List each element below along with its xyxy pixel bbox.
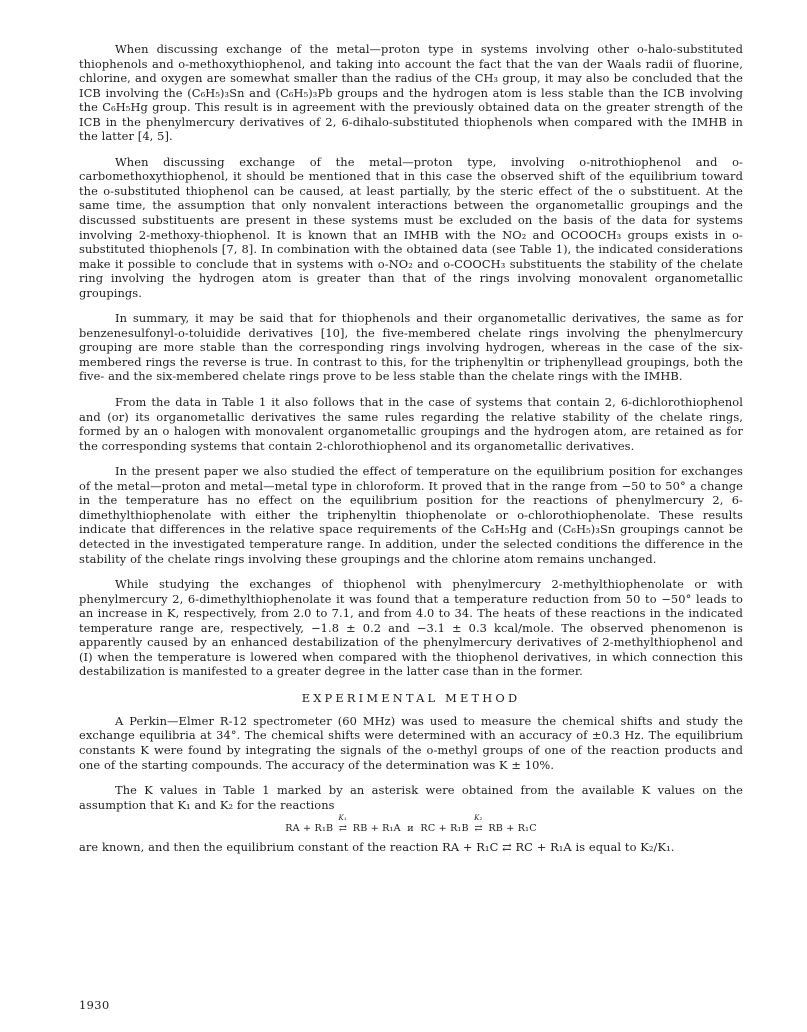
page-number: 1930 — [79, 998, 110, 1012]
paragraph-equilibrium-constant: are known, and then the equilibrium constant of the reaction RA + R₁C ⇄ RC + R₁A is equal to K₂/K₁. — [79, 840, 675, 855]
equation-reaction-2-left: RC + R₁B — [420, 823, 469, 835]
paragraph-nitro-carbomethoxy: When discussing exchange of the metal—proton type, involving o-nitrothiophenol and o-carbomethoxythiophenol, it should be mentioned that in this case the observed shift of the equilibrium toward the o-substituted thiophenol can be caused, at least partially, by the steric effect of the o substituent. At the same time, the assumption that only nonvalent interactions between the organometallic groupings and the discussed substituents are present in these systems must be excluded on the basis of the data for systems involving 2-methoxy-thiophenol. It is known that an IMHB with the NO₂ and OCOOCH₃ groups exists in o-substituted thiophenols [7, 8]. In combination with the obtained data (see Table 1), the indicated considerations make it possible to conclude that in systems with o-NO₂ and o-COOCH₃ substituents the stability of the chelate ring involving the hydrogen atom is greater than that of the rings involving monovalent organometallic groupings. — [79, 154, 743, 300]
paragraph-thiophenol-exchange: While studying the exchanges of thiophenol with phenylmercury 2-methylthiophenolate or with phenylmercury 2, 6-dimethylthiophenolate it was found that a temperature reduction from 50 to −50° leads to an increase in K, respectively, from 2.0 to 7.1, and from 4.0 to 34. The heats of these reactions in the indicated temperature range are, respectively, −1.8 ± 0.2 and −3.1 ± 0.3 kcal/mole. The observed phenomenon is apparently caused by an enhanced destabilization of the phenylmercury derivatives of 2-methylthiophenol and (I) when the temperature is lowered when compared with the thiophenol derivatives, in which connection this destabilization is manifested to a greater degree in the latter case than in the former. — [79, 577, 743, 679]
section-heading: EXPERIMENTAL METHOD — [301, 690, 521, 705]
equation-reaction-1-left: RA + R₁B — [285, 823, 334, 835]
equation-k2-label: K₂ — [474, 814, 483, 823]
equation-arrow-1-glyph: ⇄ — [338, 823, 348, 835]
equilibrium-arrow-2 — [472, 814, 485, 835]
paragraph-dichlorothiophenol: From the data in Table 1 it also follows that in the case of systems that contain 2, 6-dichlorothiophenol and (or) its organometallic derivatives the same rules regarding the relative stability of the chelate rings, formed by an o halogen with monovalent organometallic groupings and the hydrogen atom, are retained as for the corresponding systems that contain 2-chlorothiophenol and its organometallic derivatives. — [79, 395, 743, 453]
paragraph-asterisk-k-values: The K values in Table 1 marked by an asterisk were obtained from the available K values on the assumption that K₁ and K₂ for the reactions — [79, 783, 743, 812]
equation-arrow-2-glyph: ⇄ — [474, 823, 483, 835]
text-column — [79, 42, 743, 866]
equation-reaction-2-right: RB + R₁C — [488, 823, 537, 835]
paragraph-spectrometer: A Perkin—Elmer R-12 spectrometer (60 MHz) was used to measure the chemical shifts and study the exchange equilibria at 34°. The chemical shifts were determined with an accuracy of ±0.3 Hz. The equilibrium constants K were found by integrating the signals of the o-methyl groups of one of the reaction products and one of the starting compounds. The accuracy of the determination was K ± 10%. — [79, 713, 743, 772]
equilibrium-arrow-1 — [337, 814, 350, 835]
equation-k1-label: K₁ — [338, 814, 347, 823]
paragraph-summary: In summary, it may be said that for thiophenols and their organometallic derivatives, the same as for benzenesulfonyl-o-toluidide derivatives [10], the five-membered chelate rings involving the phenylmercury grouping are more stable than the corresponding rings involving hydrogen, whereas in the case of the six-membered rings the reverse is true. In contrast to this, for the triphenyltin or triphenyllead groupings, both the five- and the six-membered chelate rings prove to be less stable than the chelate rings with the IMHB. — [79, 311, 743, 384]
paragraph-temperature-effect: In the present paper we also studied the effect of temperature on the equilibrium position for exchanges of the metal—proton and metal—metal type in chloroform. It proved that in the range from −50 to 50° a change in the temperature has no effect on the equilibrium position for the reactions of phenylmercury 2, 6-dimethylthiophenolate with either the triphenyltin thiophenolate or o-chlorothiophenolate. These results indicate that differences in the relative space requirements of the C₆H₅Hg and (C₆H₅)₃Sn groupings cannot be detected in the investigated temperature range. In addition, under the selected conditions the difference in the stability of the chelate rings involving these groupings and the chlorine atom remains unchanged. — [79, 464, 743, 566]
reaction-equation — [79, 814, 743, 835]
equation-connector: и — [407, 823, 414, 835]
equation-reaction-1-right: RB + R₁A — [352, 823, 401, 835]
paragraph-icb-stability: When discussing exchange of the metal—proton type in systems involving other o-halo-substituted thiophenols and o-methoxythiophenol, and taking into account the fact that the van der Waals radii of fluorine, chlorine, and oxygen are somewhat smaller than the radius of the CH₃ group, it may also be concluded that the ICB involving the (C₆H₅)₃Sn and (C₆H₅)₃Pb groups and the hydrogen atom is less stable than the ICB involving the C₆H₅Hg group. This result is in agreement with the previously obtained data on the greater strength of the ICB in the phenylmercury derivatives of 2, 6-dihalo-substituted thiophenols when compared with the IMHB in the latter [4, 5]. — [79, 42, 743, 144]
